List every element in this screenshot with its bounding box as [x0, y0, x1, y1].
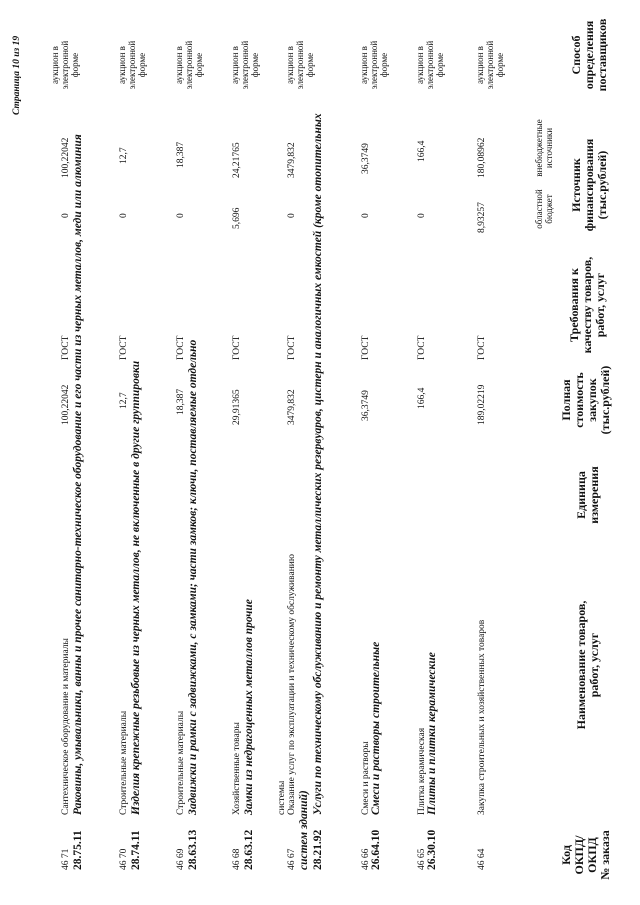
method-line: аукцион в	[230, 46, 240, 84]
method-line: электронной	[485, 40, 495, 90]
method-line: форме	[70, 52, 80, 78]
header-code-line: № заказа	[598, 830, 612, 880]
header-src-line: (тыс.рублей)	[595, 150, 609, 220]
group-title: Задвижки и рамки с задвижками, с замками; части замков; ключи, поставляемые отдельно	[187, 339, 199, 815]
header-method-line: поставщиков	[595, 18, 609, 92]
item-regional: 0	[417, 213, 427, 218]
method-line: электронной	[60, 40, 70, 90]
item-method	[285, 30, 315, 100]
group-code: 28.74.11	[130, 830, 142, 870]
group-code: 28.63.13	[187, 829, 199, 870]
item-offbudget: 3479,832	[287, 142, 297, 178]
method-line: электронной	[184, 40, 194, 90]
item-offbudget: 12,7	[119, 147, 129, 164]
order-code: 46 69	[176, 848, 186, 870]
method-line: аукцион в	[285, 46, 295, 84]
group-title: Услуги по техническому обслуживанию и ремонту металлических резервуаров, цистерн и аналогичных емкостей (кроме отопительных	[312, 113, 324, 815]
item-offbudget: 24,21765	[232, 142, 242, 178]
method-line: форме	[137, 52, 147, 78]
header-sub-line: источники	[544, 127, 554, 169]
item-regional: 0	[61, 213, 71, 218]
group-code: 26.30.10	[426, 829, 438, 870]
item-offbudget: 36,3749	[361, 143, 371, 174]
order-code: 46 64	[477, 848, 487, 870]
header-code-line: Код	[559, 845, 573, 865]
page-number: Страница 10 из 19	[12, 35, 22, 115]
item-regional: 0	[119, 213, 129, 218]
order-code: 46 71	[61, 848, 71, 870]
method-line: форме	[495, 52, 505, 78]
item-method	[117, 30, 147, 100]
method-line: аукцион в	[174, 46, 184, 84]
item-cost: 12,7	[119, 392, 129, 409]
group-title: Плиты и плитки керамические	[426, 652, 438, 815]
group-title: Замки из недрагоценных металлов прочие	[243, 599, 255, 815]
method-line: форме	[250, 52, 260, 78]
method-line: электронной	[369, 40, 379, 90]
group-title-continued: систем зданий)	[298, 790, 310, 870]
item-method	[359, 30, 389, 100]
header-source	[570, 130, 609, 240]
item-name: Строительные материалы	[119, 710, 129, 815]
item-name: Сантехническое оборудование и материалы	[61, 638, 71, 815]
item-offbudget: 18,387	[176, 141, 186, 168]
item-method	[230, 30, 260, 100]
group-title: Изделия крепежные резьбовые из черных металлов, не включенные в другие группировки	[130, 360, 142, 815]
method-line: аукцион в	[50, 46, 60, 84]
item-req: ГОСТ	[477, 335, 487, 360]
header-code-line: ОКПД/	[572, 835, 586, 875]
item-offbudget: 166,4	[417, 140, 427, 162]
item-name: Строительные материалы	[176, 710, 186, 815]
order-code: 46 66	[361, 848, 371, 870]
header-cost-line: стоимость	[572, 372, 586, 428]
item-regional: 0	[176, 213, 186, 218]
header-code	[560, 815, 612, 895]
order-code: 46 67	[287, 848, 297, 870]
method-line: форме	[435, 52, 445, 78]
header-cost-line: Полная	[559, 379, 573, 421]
item-regional: 0	[361, 213, 371, 218]
header-cost-line: (тыс.рублей)	[598, 365, 612, 435]
item-regional: 5,696	[232, 207, 242, 229]
header-method-line: Способ	[569, 35, 583, 75]
method-line: аукцион в	[359, 46, 369, 84]
order-code: 46 65	[417, 848, 427, 870]
item-name: Хозяйственные товары	[232, 722, 242, 815]
item-method	[475, 30, 505, 100]
header-source-regional	[534, 183, 554, 235]
item-cost: 166,4	[417, 387, 427, 409]
header-name-line: работ, услуг	[587, 632, 601, 698]
header-code-line: ОКПД	[585, 837, 599, 873]
header-req-line: Требования к	[567, 268, 581, 342]
item-req: ГОСТ	[287, 335, 297, 360]
header-sub-line: бюджет	[544, 194, 554, 224]
header-requirements	[568, 255, 607, 355]
item-req: ГОСТ	[361, 335, 371, 360]
group-title: Раковины, умывальники, ванны и прочее санитарно-техническое оборудование и его части из черных металлов, меди или алюминия	[72, 134, 84, 815]
header-name	[575, 585, 601, 745]
item-req: ГОСТ	[176, 335, 186, 360]
header-req-line: работ, услуг	[593, 272, 607, 338]
item-method	[50, 30, 80, 100]
item-req: ГОСТ	[232, 335, 242, 360]
header-unit	[575, 465, 601, 525]
item-offbudget: 100,22042	[61, 137, 71, 178]
method-line: электронной	[127, 40, 137, 90]
method-line: форме	[194, 52, 204, 78]
item-cost: 18,387	[176, 388, 186, 415]
method-line: электронной	[425, 40, 435, 90]
header-cost-line: закупок	[585, 378, 599, 422]
item-cost: 29,91365	[232, 389, 242, 425]
method-line: аукцион в	[475, 46, 485, 84]
item-cost: 189,02219	[477, 384, 487, 425]
header-src-line: Источник	[569, 158, 583, 212]
item-offbudget: 180,08962	[477, 137, 487, 178]
method-line: аукцион в	[117, 46, 127, 84]
header-src-line: финансирования	[582, 138, 596, 232]
order-code: 46 70	[119, 848, 129, 870]
group-code: 28.75.11	[72, 830, 84, 870]
item-req: ГОСТ	[119, 335, 129, 360]
method-line: форме	[305, 52, 315, 78]
group-code: 26.64.10	[370, 829, 382, 870]
header-req-line: качеству товаров,	[580, 256, 594, 354]
header-method-line: определения	[582, 20, 596, 90]
item-cost: 36,3749	[361, 390, 371, 421]
item-regional: 8,93257	[477, 202, 487, 233]
header-sub-line: внебюджетные	[534, 119, 544, 177]
method-line: электронной	[295, 40, 305, 90]
header-method	[570, 5, 609, 105]
item-req: ГОСТ	[61, 335, 71, 360]
group-code: 28.21.92	[312, 829, 324, 870]
item-name: Плитка керамическая	[417, 727, 427, 815]
item-method	[415, 30, 445, 100]
item-name-continued: системы	[277, 780, 287, 815]
method-line: электронной	[240, 40, 250, 90]
header-unit-line: измерения	[587, 466, 601, 524]
header-source-offbudget	[534, 113, 554, 183]
item-req: ГОСТ	[417, 335, 427, 360]
header-unit-line: Единица	[574, 471, 588, 519]
item-name: Оказание услуг по эксплуатации и техническому обслуживанию	[287, 554, 297, 815]
item-regional: 0	[287, 213, 297, 218]
item-name: Смеси и растворы	[361, 741, 371, 815]
item-name: Закупка строительных и хозяйственных товаров	[477, 619, 487, 815]
header-sub-line: областной	[534, 189, 544, 229]
method-line: аукцион в	[415, 46, 425, 84]
group-title: Смеси и растворы строительные	[370, 641, 382, 815]
method-line: форме	[379, 52, 389, 78]
item-method	[174, 30, 204, 100]
item-cost: 3479,832	[287, 389, 297, 425]
order-code: 46 68	[232, 848, 242, 870]
group-code: 28.63.12	[243, 829, 255, 870]
header-cost	[560, 360, 612, 440]
item-cost: 100,22042	[61, 384, 71, 425]
header-name-line: Наименование товаров,	[574, 600, 588, 730]
